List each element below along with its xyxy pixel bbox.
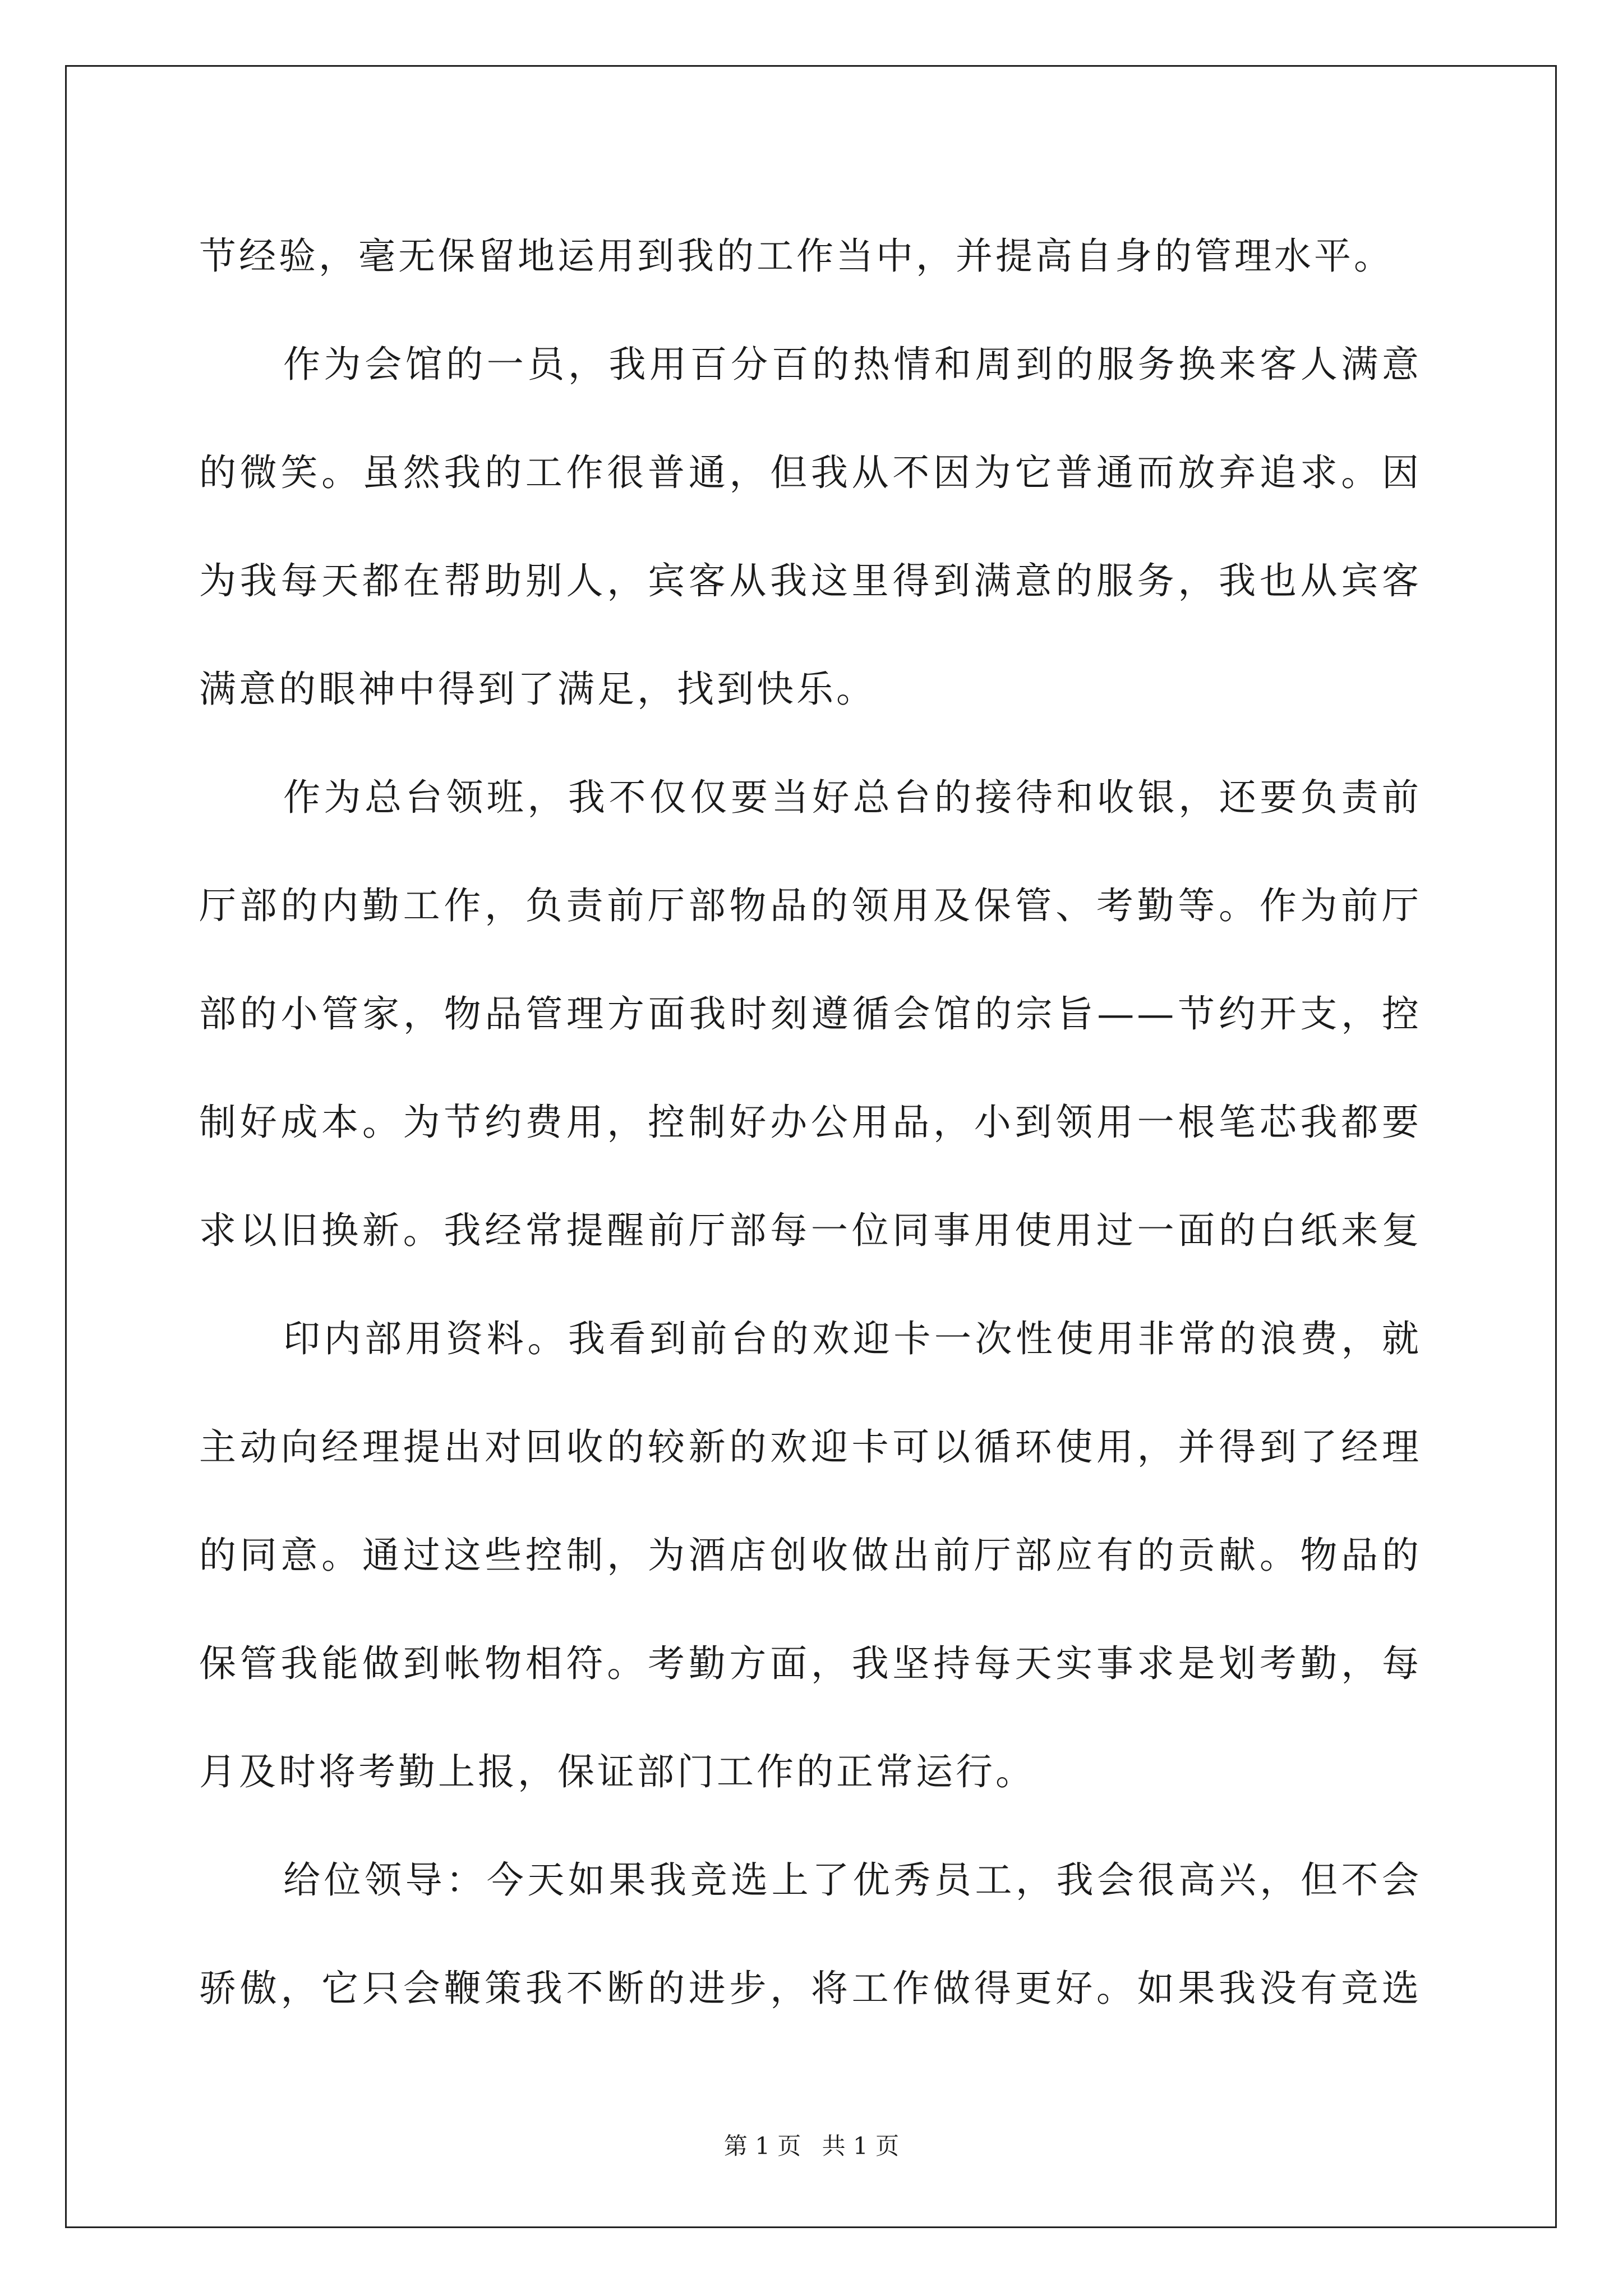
page-number: 第 1 页 [723,2132,801,2160]
document-body [199,202,1422,2042]
text-line: 的同意。通过这些控制，为酒店创收做出前厅部应有的贡献。物品的 [199,1534,1422,1577]
text-line: 骄傲，它只会鞭策我不断的进步，将工作做得更好。如果我没有竞选 [199,1967,1422,2010]
page-footer [0,2129,1623,2163]
text-line: 主动向经理提出对回收的较新的欢迎卡可以循环使用，并得到了经理 [199,1425,1422,1469]
text-line: 的微笑。虽然我的工作很普通，但我从不因为它普通而放弃追求。因 [199,451,1422,494]
text-line: 保管我能做到帐物相符。考勤方面，我坚持每天实事求是划考勤，每 [199,1642,1422,1685]
text-line: 月及时将考勤上报，保证部门工作的正常运行。 [199,1750,1035,1793]
text-line: 满意的眼神中得到了满足，找到快乐。 [199,668,876,711]
text-line: 印内部用资料。我看到前台的欢迎卡一次性使用非常的浪费，就 [283,1317,1422,1360]
text-line: 厅部的内勤工作，负责前厅部物品的领用及保管、考勤等。作为前厅 [199,884,1422,927]
text-line: 制好成本。为节约费用，控制好办公用品，小到领用一根笔芯我都要 [199,1101,1422,1144]
text-line: 作为总台领班，我不仅仅要当好总台的接待和收银，还要负责前 [283,776,1422,819]
text-line: 给位领导：今天如果我竞选上了优秀员工，我会很高兴，但不会 [283,1858,1422,1902]
text-line: 为我每天都在帮助别人，宾客从我这里得到满意的服务，我也从宾客 [199,559,1422,602]
text-line: 作为会馆的一员，我用百分百的热情和周到的服务换来客人满意 [283,343,1422,386]
page-total: 共 1 页 [822,2132,900,2160]
text-line: 节经验，毫无保留地运用到我的工作当中，并提高自身的管理水平。 [199,234,1394,278]
text-line: 部的小管家，物品管理方面我时刻遵循会馆的宗旨——节约开支，控 [199,992,1422,1036]
text-line: 求以旧换新。我经常提醒前厅部每一位同事用使用过一面的白纸来复 [199,1209,1422,1252]
